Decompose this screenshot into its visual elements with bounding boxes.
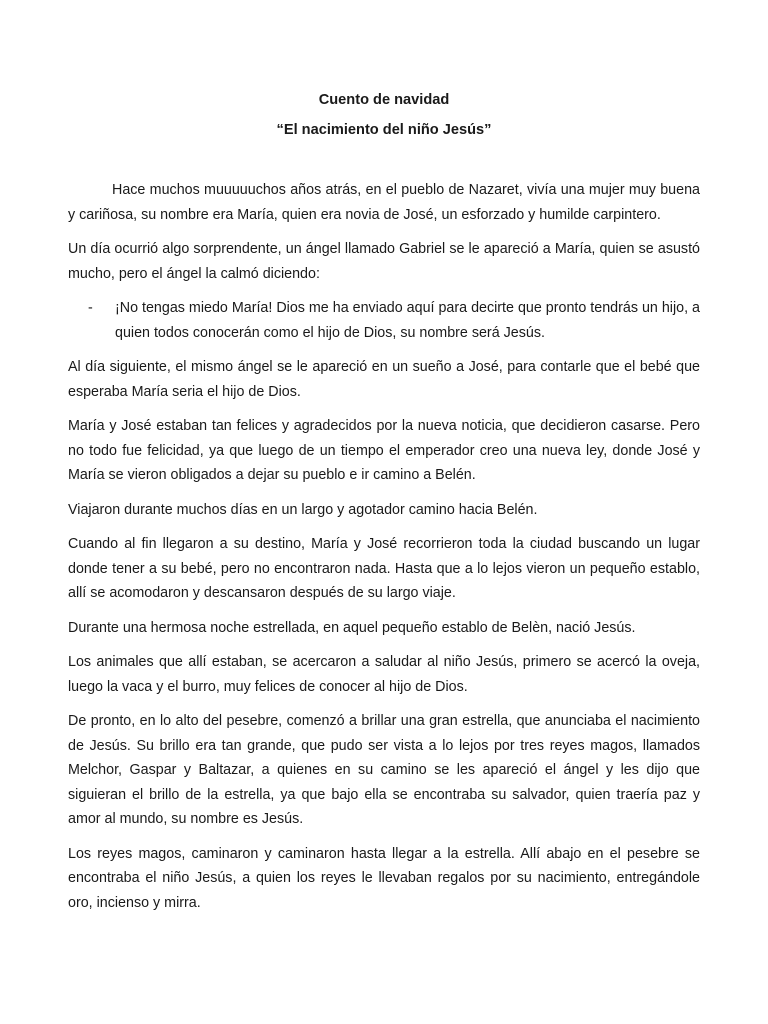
paragraph-4: Al día siguiente, el mismo ángel se le apareció en un sueño a José, para contarle que el bebé que esperaba María seria el hijo de Dios. [68, 359, 700, 400]
document-subtitle: “El nacimiento del niño Jesús” [276, 122, 492, 138]
paragraph-10: De pronto, en lo alto del pesebre, comenzó a brillar una gran estrella, que anunciaba el nacimiento de Jesús. Su brillo era tan grande, que pudo ser vista a lo lejos por tres reyes magos, llamados Melchor, Gaspar y Baltazar, a quienes en su camino se les apareció el ángel y les dijo que siguieran el brillo de la estrella, ya que bajo ella se encontraba su salvador, quien traería paz y amor al mundo, su nombre es Jesús. [68, 713, 700, 827]
paragraph-6: Viajaron durante muchos días en un largo y agotador camino hacia Belén. [68, 501, 538, 518]
paragraph-8: Durante una hermosa noche estrellada, en aquel pequeño establo de Belèn, nació Jesús. [68, 619, 636, 636]
document-title: Cuento de navidad [318, 92, 450, 108]
paragraph-9: Los animales que allí estaban, se acercaron a saludar al niño Jesús, primero se acercó la oveja, luego la vaca y el burro, muy felices de conocer al hijo de Dios. [68, 654, 700, 695]
dialogue-bullet [68, 296, 700, 345]
bullet-dash: - [88, 300, 93, 316]
paragraph-11: Los reyes magos, caminaron y caminaron hasta llegar a la estrella. Allí abajo en el pesebre se encontraba el niño Jesús, a quien los reyes le llevaban regalos por su nacimiento, entregándole oro, incienso y mirra. [68, 845, 700, 911]
paragraph-1: Hace muchos muuuuuchos años atrás, en el pueblo de Nazaret, vivía una mujer muy buena y cariñosa, su nombre era María, quien era novia de José, un esforzado y humilde carpintero. [68, 182, 700, 223]
paragraph-7: Cuando al fin llegaron a su destino, María y José recorrieron toda la ciudad buscando un lugar donde tener a su bebé, pero no encontraron nada. Hasta que a lo lejos vieron un pequeño establo, allí se acomodaron y descansaron después de su largo viaje. [68, 536, 700, 601]
paragraph-2: Un día ocurrió algo sorprendente, un ángel llamado Gabriel se le apareció a María, quien se asustó mucho, pero el ángel la calmó diciendo: [68, 241, 700, 282]
paragraph-5: María y José estaban tan felices y agradecidos por la nueva noticia, que decidieron casarse. Pero no todo fue felicidad, ya que luego de un tiempo el emperador creo una nueva ley, donde José y María se vieron obligados a dejar su pueblo e ir camino a Belén. [68, 418, 700, 483]
dialogue-text: ¡No tengas miedo María! Dios me ha enviado aquí para decirte que pronto tendrás un hijo, a quien todos conocerán como el hijo de Dios, su nombre será Jesús. [115, 300, 700, 341]
document-body [68, 178, 700, 925]
